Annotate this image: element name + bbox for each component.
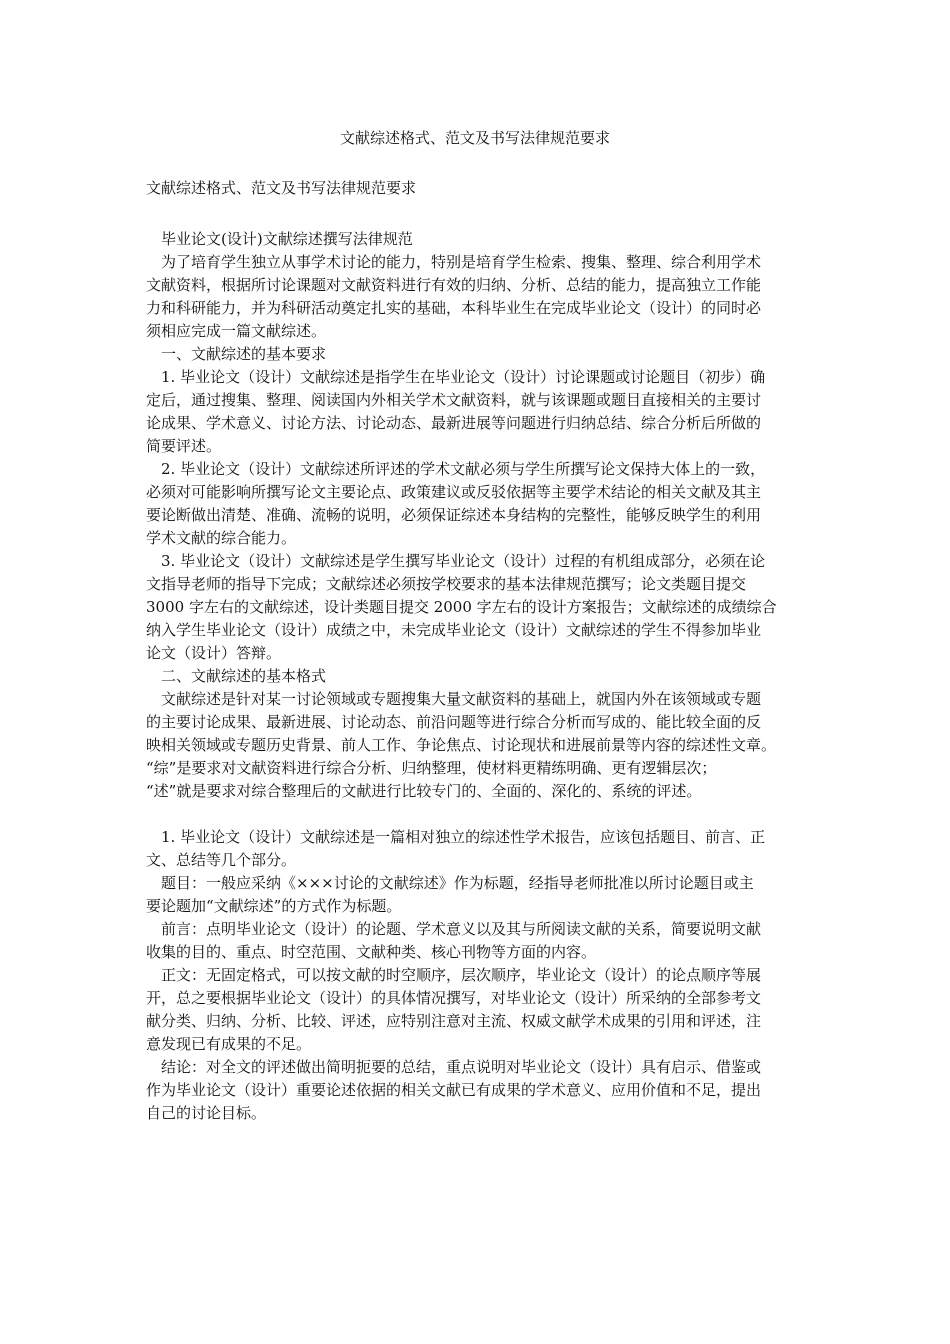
paragraph-line: 2. 毕业论文（设计）文献综述所评述的学术文献必须与学生所撰写论文保持大体上的一致， — [161, 460, 766, 478]
paragraph-line: 意发现已有成果的不足。 — [146, 1035, 312, 1053]
paragraph-line: 定后，通过搜集、整理、阅读国内外相关学术文献资料，就与该课题或题目直接相关的主要讨 — [146, 391, 762, 409]
paragraph-line: 收集的目的、重点、时空范围、文献种类、核心刊物等方面的内容。 — [146, 943, 597, 961]
paragraph-line: 文、总结等几个部分。 — [146, 851, 297, 869]
paragraph-line: 论成果、学术意义、讨论方法、讨论动态、最新进展等问题进行归纳总结、综合分析后所做的 — [146, 414, 762, 432]
paragraph-line: 自己的讨论目标。 — [146, 1104, 267, 1122]
paragraph-line: 1. 毕业论文（设计）文献综述是指学生在毕业论文（设计）讨论课题或讨论题目（初步）确 — [161, 368, 766, 386]
paragraph-line: 学术文献的综合能力。 — [146, 529, 297, 547]
document-title: 文献综述格式、范文及书写法律规范要求 — [339, 129, 610, 147]
document-subtitle: 文献综述格式、范文及书写法律规范要求 — [146, 179, 417, 197]
paragraph-line: “综”是要求对文献资料进行综合分析、归纳整理，使材料更精练明确、更有逻辑层次； — [146, 759, 717, 777]
paragraph-line: 3000 字左右的文献综述，设计类题目提交 2000 字左右的设计方案报告；文献综述的成绩综合 — [146, 598, 777, 616]
paragraph-line: 为了培育学生独立从事学术讨论的能力，特别是培育学生检索、搜集、整理、综合利用学术 — [161, 253, 762, 271]
paragraph-line: 必须对可能影响所撰写论文主要论点、政策建议或反驳依据等主要学术结论的相关文献及其主 — [146, 483, 762, 501]
paragraph-line: 献分类、归纳、分析、比较、评述，应特别注意对主流、权威文献学术成果的引用和评述，注 — [146, 1012, 762, 1030]
paragraph-line: 映相关领域或专题历史背景、前人工作、争论焦点、讨论现状和进展前景等内容的综述性文章。 — [146, 736, 777, 754]
paragraph-line: 简要评述。 — [146, 437, 222, 455]
paragraph-line: 文指导老师的指导下完成；文献综述必须按学校要求的基本法律规范撰写；论文类题目提交 — [146, 575, 747, 593]
paragraph-line: 正文：无固定格式，可以按文献的时空顺序，层次顺序，毕业论文（设计）的论点顺序等展 — [161, 966, 762, 984]
paragraph-line: 作为毕业论文（设计）重要论述依据的相关文献已有成果的学术意义、应用价值和不足，提出 — [146, 1081, 762, 1099]
paragraph-line: 纳入学生毕业论文（设计）成绩之中，未完成毕业论文（设计）文献综述的学生不得参加毕业 — [146, 621, 762, 639]
blank-line — [146, 803, 810, 826]
paragraph-line: 的主要讨论成果、最新进展、讨论动态、前沿问题等进行综合分析而写成的、能比较全面的反 — [146, 713, 762, 731]
paragraph-line: 文献综述是针对某一讨论领域或专题搜集大量文献资料的基础上，就国内外在该领域或专题 — [161, 690, 762, 708]
paragraph-line: 文献资料，根据所讨论课题对文献资料进行有效的归纳、分析、总结的能力，提高独立工作能 — [146, 276, 762, 294]
paragraph-line: 须相应完成一篇文献综述。 — [146, 322, 327, 340]
paragraph-line: 开，总之要根据毕业论文（设计）的具体情况撰写，对毕业论文（设计）所采纳的全部参考文 — [146, 989, 762, 1007]
paragraph-line: 论文（设计）答辩。 — [146, 644, 282, 662]
paragraph-line: 题目：一般应采纳《×××讨论的文献综述》作为标题，经指导老师批准以所讨论题目或主 — [161, 874, 754, 892]
paragraph-line: 要论题加“文献综述”的方式作为标题。 — [146, 897, 402, 915]
paragraph-line: 要论断做出清楚、准确、流畅的说明，必须保证综述本身结构的完整性，能够反映学生的利用 — [146, 506, 762, 524]
paragraph-line: 前言：点明毕业论文（设计）的论题、学术意义以及其与所阅读文献的关系，简要说明文献 — [161, 920, 762, 938]
paragraph-line: 力和科研能力，并为科研活动奠定扎实的基础，本科毕业生在完成毕业论文（设计）的同时必 — [146, 299, 762, 317]
paragraph-line: “述”就是要求对综合整理后的文献进行比较专门的、全面的、深化的、系统的评述。 — [146, 782, 702, 800]
section-heading: 毕业论文(设计)文献综述撰写法律规范 — [161, 230, 413, 248]
section-heading: 二、文献综述的基本格式 — [161, 667, 327, 685]
section-heading: 一、文献综述的基本要求 — [161, 345, 327, 363]
paragraph-line: 结论：对全文的评述做出简明扼要的总结，重点说明对毕业论文（设计）具有启示、借鉴或 — [161, 1058, 762, 1076]
document-body — [146, 228, 810, 1125]
paragraph-line: 1. 毕业论文（设计）文献综述是一篇相对独立的综述性学术报告，应该包括题目、前言、正 — [161, 828, 766, 846]
paragraph-line: 3. 毕业论文（设计）文献综述是学生撰写毕业论文（设计）过程的有机组成部分，必须在论 — [161, 552, 766, 570]
